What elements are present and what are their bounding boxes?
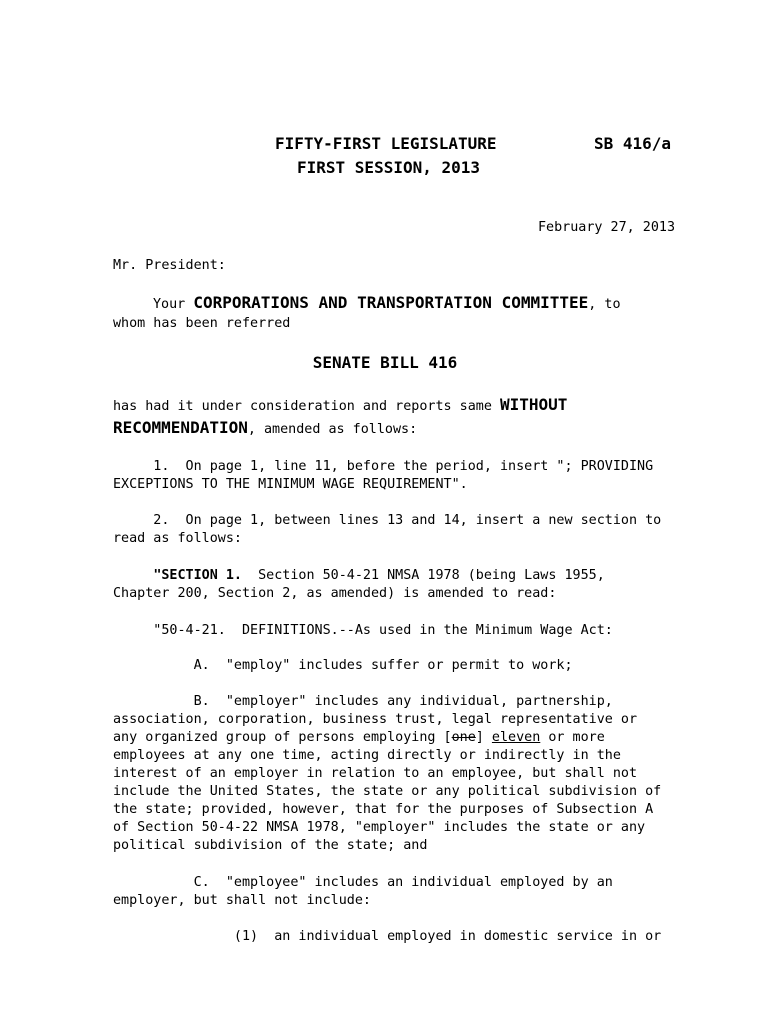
committee-name: CORPORATIONS AND TRANSPORTATION COMMITTEE xyxy=(193,293,589,312)
report-text: has had it under consideration and reports same xyxy=(113,399,500,414)
report-amended-text: , amended as follows: xyxy=(247,422,418,437)
session-heading: FIRST SESSION, 2013 xyxy=(297,158,481,177)
section-1-text: Section 50-4-21 NMSA 1978 (being Laws 1955, xyxy=(242,568,605,583)
intro-line-1 xyxy=(153,294,621,314)
report-line-1 xyxy=(113,396,567,416)
amendment-2-line-1: 2. On page 1, between lines 13 and 14, insert a new section to xyxy=(113,513,662,528)
intro-your: Your xyxy=(153,297,194,312)
item-b-line-6: include the United States, the state or any political subdivision of xyxy=(113,784,662,799)
bill-reference: SB 416/a xyxy=(594,134,672,153)
amendment-1-line-1: 1. On page 1, line 11, before the period, insert "; PROVIDING xyxy=(113,459,654,474)
section-1-label: "SECTION 1. xyxy=(153,568,242,583)
item-c-line-1: C. "employee" includes an individual employed by an xyxy=(113,875,613,890)
item-b-line-5: interest of an employer in relation to an employee, but shall not xyxy=(113,766,638,781)
item-b-line-7: the state; provided, however, that for the purposes of Subsection A xyxy=(113,802,654,817)
item-b-line-3-mid: ] xyxy=(475,730,492,745)
item-a: A. "employ" includes suffer or permit to work; xyxy=(113,658,573,673)
item-b-line-1: B. "employer" includes any individual, partnership, xyxy=(113,694,613,709)
section-1-indent xyxy=(113,568,153,583)
underlined-text: eleven xyxy=(491,730,541,745)
intro-to: , to xyxy=(588,297,621,312)
section-1-line-1 xyxy=(113,567,605,585)
item-c-1: (1) an individual employed in domestic service in or xyxy=(113,929,662,944)
item-b-line-4: employees at any one time, acting directly or indirectly in the xyxy=(113,748,621,763)
struck-text: one xyxy=(451,730,476,745)
item-b-line-8: of Section 50-4-22 NMSA 1978, "employer" includes the state or any xyxy=(113,820,646,835)
bill-title: SENATE BILL 416 xyxy=(312,353,458,372)
intro-line-2: whom has been referred xyxy=(113,316,291,331)
item-b-line-9: political subdivision of the state; and xyxy=(113,838,428,853)
without-keyword: WITHOUT xyxy=(499,395,568,414)
salutation: Mr. President: xyxy=(113,258,226,273)
amendment-1-line-2: EXCEPTIONS TO THE MINIMUM WAGE REQUIREMENT". xyxy=(113,477,468,492)
amendment-2-line-2: read as follows: xyxy=(113,531,242,546)
item-b-line-3-pre: any organized group of persons employing [ xyxy=(113,730,452,745)
report-line-2 xyxy=(113,419,417,439)
legislature-heading: FIFTY-FIRST LEGISLATURE xyxy=(275,134,497,153)
definitions-heading: "50-4-21. DEFINITIONS.--As used in the Minimum Wage Act: xyxy=(113,623,613,638)
report-date: February 27, 2013 xyxy=(538,220,676,235)
section-1-line-2: Chapter 200, Section 2, as amended) is amended to read: xyxy=(113,586,557,601)
item-b-line-3 xyxy=(113,729,605,747)
item-b-line-3-post: or more xyxy=(540,730,605,745)
recommendation-keyword: RECOMMENDATION xyxy=(113,418,248,437)
item-c-line-2: employer, but shall not include: xyxy=(113,893,371,908)
item-b-line-2: association, corporation, business trust, legal representative or xyxy=(113,712,638,727)
